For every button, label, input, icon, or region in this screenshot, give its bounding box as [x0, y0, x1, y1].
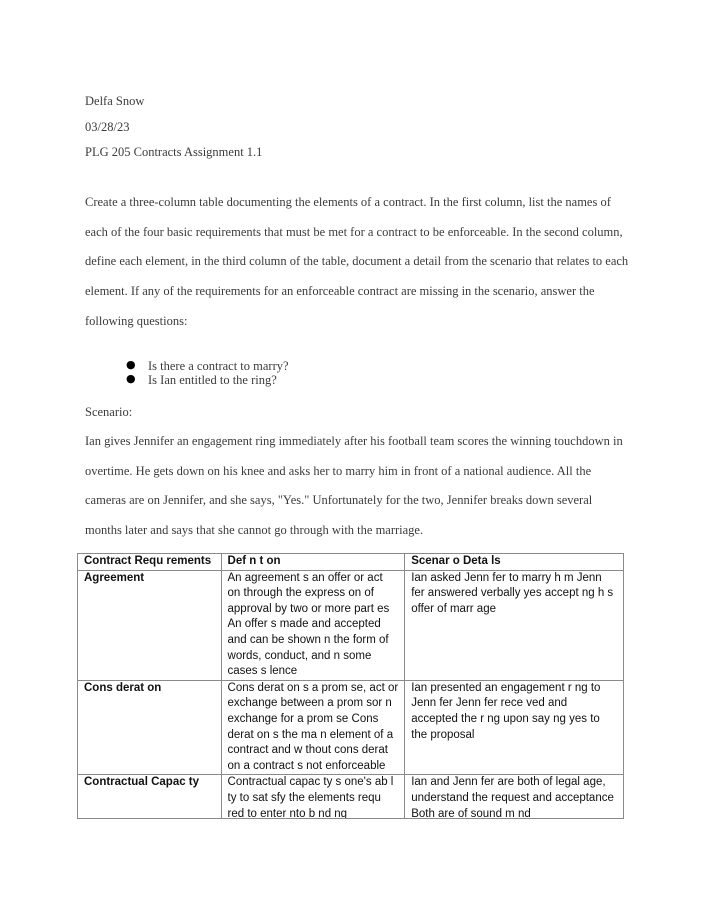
table-header-row — [78, 554, 624, 571]
scenario-label: Scenario: — [85, 405, 133, 419]
question-text: Is Ian entitled to the ring? — [148, 373, 277, 387]
course-title: PLG 205 Contracts Assignment 1.1 — [85, 145, 263, 159]
definition-cell: An agreement s an offer or act on through the express on of approval by two or more part es An offer s made and accepted and can be shown n the form of words, conduct, and n some cases s lence — [221, 570, 405, 680]
question-text: Is there a contract to marry? — [148, 359, 289, 373]
instructions-text: Create a three-column table documenting the elements of a contract. In the first column, list the names of each of the four basic requirements that must be met for a contract to be enforceable. In the second column, define each element, in the third column of the table, document a detail from the scenario that relates to each element. If any of the requirements for an enforceable contract are missing in the scenario, answer the following questions: — [85, 195, 629, 328]
author-name: Delfa Snow — [85, 94, 145, 108]
detail-cell: Ian presented an engagement r ng to Jenn fer Jenn fer rece ved and accepted the r ng upon say ng yes to the proposal — [405, 680, 624, 775]
column-header: Def n t on — [221, 554, 405, 571]
list-item — [126, 359, 289, 373]
column-header: Scenar o Deta ls — [405, 554, 624, 571]
requirement-cell: Cons derat on — [78, 680, 222, 775]
bullet-icon: ● — [126, 372, 136, 385]
scenario-text: Ian gives Jennifer an engagement ring immediately after his football team scores the winning touchdown in overtime. He gets down on his knee and asks her to marry him in front of a national audience. All the cameras are on Jennifer, and she says, "Yes." Unfortunately for the two, Jennifer breaks down several months later and says that she cannot go through with the marriage. — [85, 434, 623, 538]
document-date: 03/28/23 — [85, 120, 130, 134]
questions-list — [126, 359, 289, 387]
instructions-paragraph — [85, 188, 630, 337]
table-row — [78, 775, 624, 819]
table-row — [78, 570, 624, 680]
scenario-paragraph — [85, 427, 630, 546]
detail-cell: Ian asked Jenn fer to marry h m Jenn fer answered verbally yes accept ng h s offer of marr age — [405, 570, 624, 680]
definition-cell: Cons derat on s a prom se, act or exchange between a prom sor n exchange for a prom se Cons derat on s the ma n element of a contract and w thout cons derat on a contract s not enforceable — [221, 680, 405, 775]
bullet-icon: ● — [126, 358, 136, 371]
definition-cell: Contractual capac ty s one's ab l ty to sat sfy the elements requ red to enter nto b nd ng — [227, 776, 394, 819]
table-row — [78, 680, 624, 775]
list-item — [126, 373, 289, 387]
contract-requirements-table — [77, 553, 624, 819]
detail-cell: Ian and Jenn fer are both of legal age, understand the request and acceptance Both are of sound m nd — [411, 776, 614, 819]
column-header: Contract Requ rements — [78, 554, 222, 571]
requirement-cell: Contractual Capac ty — [78, 775, 222, 819]
requirement-cell: Agreement — [78, 570, 222, 680]
